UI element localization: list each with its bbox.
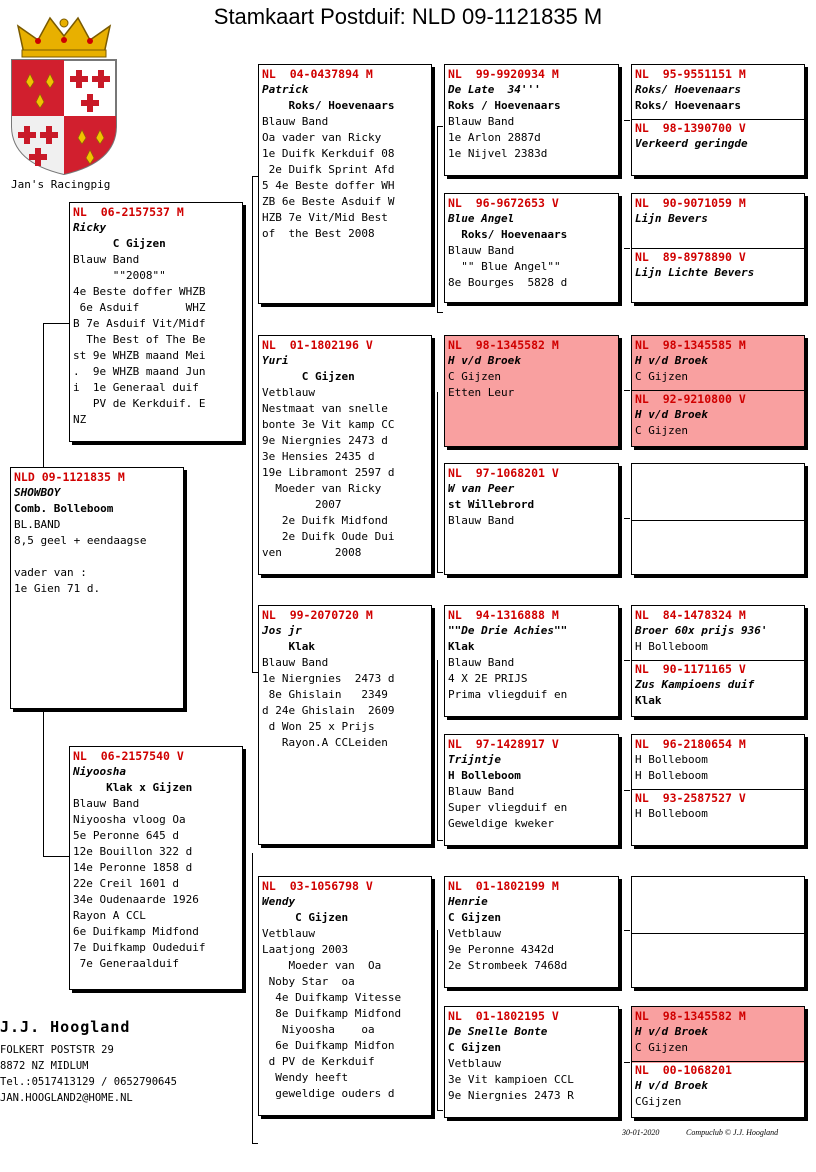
pigeon-info-line: B 7e Asduif Vit/Midf [73,317,206,330]
ring-number: NL 04-0437894 M [262,67,373,81]
pigeon-info-line: Vetblauw [448,927,501,940]
pigeon-info-line: Laatjong 2003 [262,943,349,956]
ring-number: NLD 09-1121835 M [14,470,125,484]
pigeon-info-line: Roks/ Hoevenaars [262,99,395,112]
pigeon-card-pair-1[interactable] [631,64,805,176]
pigeon-info-line: 5e Peronne 645 d [73,829,179,842]
pigeon-info-line: Nestmaat van snelle [262,402,388,415]
pigeon-info-line: Moeder van Oa [262,959,382,972]
pigeon-info-line: 6e Duifkamp Midfond [73,925,199,938]
pigeon-info-line: Lijn Bevers [635,212,708,225]
ring-number: NL 98-1345585 M [635,338,746,352]
pigeon-card-mff[interactable] [444,605,619,717]
pigeon-card-ff[interactable] [258,64,432,304]
pigeon-info-line: Oa vader van Ricky [262,131,382,144]
pigeon-info-line: 1e Gien 71 d. [14,582,101,595]
pigeon-info-line: C Gijzen [635,424,688,437]
pigeon-info-line: 5 4e Beste doffer WH [262,179,395,192]
pigeon-info-line: Roks/ Hoevenaars [635,83,741,96]
pigeon-info-line: Rayon A CCL [73,909,146,922]
pigeon-info-line: Blauw Band [73,797,140,810]
pigeon-info-line: 7e Generaalduif [73,957,179,970]
pigeon-info-line: Klak [262,640,315,653]
pigeon-card-mmm[interactable] [444,1006,619,1118]
pigeon-info-line: H Bolleboom [635,640,708,653]
owner-email[interactable]: JAN.HOOGLAND2@HOME.NL [0,1092,133,1104]
pigeon-info-line: Trijntje [448,753,501,766]
ring-number: NL 95-9551151 M [635,67,746,81]
ring-number: NL 03-1056798 V [262,879,373,893]
pigeon-info-line: 9e Niergnies 2473 d [262,434,388,447]
pigeon-card-mother[interactable] [69,746,243,990]
pigeon-info-line: Patrick [262,83,309,96]
ring-number: NL 00-1068201 [635,1063,732,1077]
pigeon-info-line: Henrie [448,895,488,908]
pigeon-info-line: C Gijzen [635,370,688,383]
pigeon-info-line: Blauw Band [448,514,515,527]
pigeon-info-line: 8e Bourges 5828 d [448,276,568,289]
pigeon-card-ffm[interactable] [444,193,619,303]
ring-number: NL 06-2157540 V [73,749,184,763]
ring-number: NL 06-2157537 M [73,205,184,219]
pigeon-info-line: The Best of The Be [73,333,206,346]
pigeon-card-fmm[interactable] [444,463,619,575]
pigeon-info-line: W van Peer [448,482,515,495]
pigeon-info-line: 7e Duifkamp Oudeduif [73,941,206,954]
pigeon-info-line: De Late 34''' [448,83,541,96]
pigeon-info-line: H v/d Broek [635,1025,708,1038]
pigeon-info-line: H Bolleboom [635,807,708,820]
pigeon-info-line: 4e Beste doffer WHZB [73,285,206,298]
pigeon-info-line: H v/d Broek [635,1079,708,1092]
pigeon-info-line: 1e Nijvel 2383d [448,147,548,160]
pigeon-info-line: 22e Creil 1601 d [73,877,179,890]
pigeon-info-line: Blue Angel [448,212,515,225]
pigeon-info-line: 2007 [262,498,342,511]
pigeon-info-line: Blauw Band [448,244,515,257]
pigeon-info-line: ""De Drie Achies"" [448,624,568,637]
footer-credit: Compuclub © J.J. Hoogland [686,1128,779,1137]
ring-number: NL 93-2587527 V [635,791,746,805]
pigeon-info-line: 34e Oudenaarde 1926 [73,893,199,906]
pigeon-info-line: Roks/ Hoevenaars [448,228,568,241]
pigeon-info-line: Wendy heeft [262,1071,349,1084]
ring-number: NL 98-1345582 M [448,338,559,352]
ring-number: NL 90-9071059 M [635,196,746,210]
pigeon-info-line [14,549,183,565]
ring-number: NL 99-2070720 M [262,608,373,622]
pigeon-info-line: 2e Strombeek 7468d [448,959,568,972]
pigeon-info-line: Klak [635,694,662,707]
pigeon-info-line: Klak [448,640,475,653]
pigeon-info-line: vader van : [14,566,87,579]
pigeon-info-line: C Gijzen [262,370,355,383]
pigeon-info-line: Blauw Band [448,785,515,798]
pigeon-info-line: Comb. Bolleboom [14,502,114,515]
pigeon-info-line: ven 2008 [262,546,362,559]
pigeon-info-line: ""2008"" [73,269,166,282]
ring-number: NL 01-1802199 M [448,879,559,893]
pigeon-info-line: Vetblauw [262,927,315,940]
pigeon-info-line: 8e Duifkamp Midfond [262,1007,402,1020]
pigeon-info-line: Zus Kampioens duif [635,678,755,691]
owner-city: 8872 NZ MIDLUM [0,1060,89,1072]
pigeon-card-mf[interactable] [258,605,432,845]
pigeon-info-line: st Willebrord [448,498,535,511]
pigeon-info-line: H v/d Broek [635,408,708,421]
pigeon-info-line: i 1e Generaal duif [73,381,199,394]
ring-number: NL 96-2180654 M [635,737,746,751]
pigeon-info-line: Niyoosha [73,765,126,778]
pigeon-info-line: H Bolleboom [635,753,708,766]
pigeon-info-line: H v/d Broek [635,354,708,367]
pigeon-info-line: Yuri [262,354,289,367]
pigeon-info-line: 2e Duifk Sprint Afd [262,163,395,176]
ring-number: NL 90-1171165 V [635,662,746,676]
pigeon-info-line: d Won 25 x Prijs [262,720,375,733]
pigeon-info-line: Roks/ Hoevenaars [635,99,741,112]
pigeon-info-line: Broer 60x prijs 936' [635,624,768,637]
pigeon-info-line: geweldige ouders d [262,1087,395,1100]
ring-number: NL 96-9672653 V [448,196,559,210]
pigeon-card-pair-6[interactable] [631,734,805,846]
print-date: 30-01-2020 [622,1128,660,1137]
pigeon-card-subject[interactable] [10,467,184,709]
pigeon-info-line: . 9e WHZB maand Jun [73,365,206,378]
pigeon-info-line: Niyoosha oa [262,1023,375,1036]
pigeon-card-father[interactable] [69,202,243,442]
pigeon-card-pair-7-empty[interactable] [631,876,805,988]
pigeon-info-line: 4 X 2E PRIJS [448,672,528,685]
pigeon-info-line: PV de Kerkduif. E [73,397,206,410]
pigeon-info-line: Blauw Band [73,253,140,266]
pigeon-info-line: C Gijzen [635,1041,688,1054]
pigeon-info-line: 3e Hensies 2435 d [262,450,375,463]
pigeon-info-line: Blauw Band [448,656,515,669]
pigeon-info-line: Roks / Hoevenaars [448,99,561,112]
pigeon-card-pair-8[interactable] [631,1006,805,1118]
pigeon-card-mfm[interactable] [444,734,619,846]
pigeon-info-line: ZB 6e Beste Asduif W [262,195,395,208]
owner-name: J.J. Hoogland [0,1018,131,1036]
pigeon-card-fm[interactable] [258,335,432,575]
pigeon-info-line: bonte 3e Vit kamp CC [262,418,395,431]
pigeon-info-line: 2e Duifk Oude Dui [262,530,395,543]
pigeon-info-line: Klak x Gijzen [73,781,193,794]
pigeon-info-line: 1e Duifk Kerkduif 08 [262,147,395,160]
pigeon-info-line: Niyoosha vloog Oa [73,813,186,826]
pigeon-info-line: Geweldige kweker [448,817,554,830]
pigeon-info-line: Moeder van Ricky [262,482,382,495]
ring-number: NL 97-1068201 V [448,466,559,480]
pigeon-info-line: of the Best 2008 [262,227,375,240]
coat-of-arms-logo [10,14,118,176]
pigeon-info-line: De Snelle Bonte [448,1025,548,1038]
pigeon-info-line: Verkeerd geringde [635,137,748,150]
pigeon-info-line: Vetblauw [262,386,315,399]
pigeon-info-line: 1e Niergnies 2473 d [262,672,395,685]
pigeon-info-line: Vetblauw [448,1057,501,1070]
ring-number: NL 98-1345582 M [635,1009,746,1023]
pigeon-info-line: 12e Bouillon 322 d [73,845,193,858]
pigeon-card-mmf[interactable] [444,876,619,988]
pigeon-info-line: Blauw Band [448,115,515,128]
ring-number: NL 92-9210800 V [635,392,746,406]
pigeon-info-line: 8,5 geel + eendaagse [14,534,147,547]
pigeon-info-line: C Gijzen [73,237,166,250]
pigeon-info-line: 2e Duifk Midfond [262,514,388,527]
pigeon-card-pair-4-empty[interactable] [631,463,805,575]
pigeon-card-pair-2[interactable] [631,193,805,303]
ring-number: NL 01-1802195 V [448,1009,559,1023]
kennel-name: Jan's Racingpig [11,178,111,191]
pigeon-info-line: CGijzen [635,1095,682,1108]
ring-number: NL 89-8978890 V [635,250,746,264]
pigeon-info-line: H v/d Broek [448,354,521,367]
pigeon-info-line: 6e Duifkamp Midfon [262,1039,395,1052]
pigeon-info-line: NZ [73,413,87,426]
pigeon-info-line: 19e Libramont 2597 d [262,466,395,479]
pigeon-info-line: 9e Niergnies 2473 R [448,1089,574,1102]
pigeon-info-line: SHOWBOY [14,486,61,499]
pigeon-card-pair-3[interactable] [631,335,805,447]
ring-number: NL 01-1802196 V [262,338,373,352]
pigeon-info-line: C Gijzen [448,911,501,924]
pigeon-info-line: Ricky [73,221,107,234]
pigeon-info-line: d 24e Ghislain 2609 [262,704,395,717]
pigeon-info-line: Rayon.A CCLeiden [262,736,388,749]
pigeon-info-line: Prima vliegduif en [448,688,568,701]
pigeon-info-line: C Gijzen [262,911,349,924]
ring-number: NL 84-1478324 M [635,608,746,622]
page-title: Stamkaart Postduif: NLD 09-1121835 M [213,4,603,29]
pigeon-info-line: Etten Leur [448,386,515,399]
pigeon-info-line: Lijn Lichte Bevers [635,266,755,279]
pigeon-info-line: d PV de Kerkduif [262,1055,375,1068]
ring-number: NL 98-1390700 V [635,121,746,135]
pigeon-info-line: 4e Duifkamp Vitesse [262,991,402,1004]
ring-number: NL 94-1316888 M [448,608,559,622]
owner-address: FOLKERT POSTSTR 29 [0,1044,114,1056]
pigeon-info-line: 8e Ghislain 2349 [262,688,388,701]
pigeon-info-line: C Gijzen [448,1041,501,1054]
ring-number: NL 97-1428917 V [448,737,559,751]
pigeon-info-line: C Gijzen [448,370,501,383]
pigeon-info-line: H Bolleboom [635,769,708,782]
ring-number: NL 99-9920934 M [448,67,559,81]
pigeon-info-line: HZB 7e Vit/Mid Best [262,211,388,224]
pigeon-info-line: Noby Star oa [262,975,355,988]
pigeon-info-line: 1e Arlon 2887d [448,131,541,144]
pigeon-info-line: 14e Peronne 1858 d [73,861,193,874]
pigeon-card-fmf[interactable] [444,335,619,447]
pigeon-info-line: "" Blue Angel"" [448,260,561,273]
pigeon-info-line: Wendy [262,895,296,908]
pigeon-info-line: st 9e WHZB maand Mei [73,349,206,362]
pigeon-info-line: Super vliegduif en [448,801,568,814]
pigeon-info-line: Blauw Band [262,656,329,669]
owner-phone: Tel.:0517413129 / 0652790645 [0,1076,178,1088]
pigeon-info-line: 3e Vit kampioen CCL [448,1073,574,1086]
pigeon-info-line: Blauw Band [262,115,329,128]
pigeon-card-mm[interactable] [258,876,432,1116]
pigeon-card-pair-5[interactable] [631,605,805,717]
pigeon-info-line: BL.BAND [14,518,61,531]
pigeon-info-line: 9e Peronne 4342d [448,943,554,956]
pigeon-info-line: Jos jr [262,624,302,637]
pigeon-card-fff[interactable] [444,64,619,176]
pigeon-info-line: 6e Asduif WHZ [73,301,206,314]
pigeon-info-line: H Bolleboom [448,769,521,782]
